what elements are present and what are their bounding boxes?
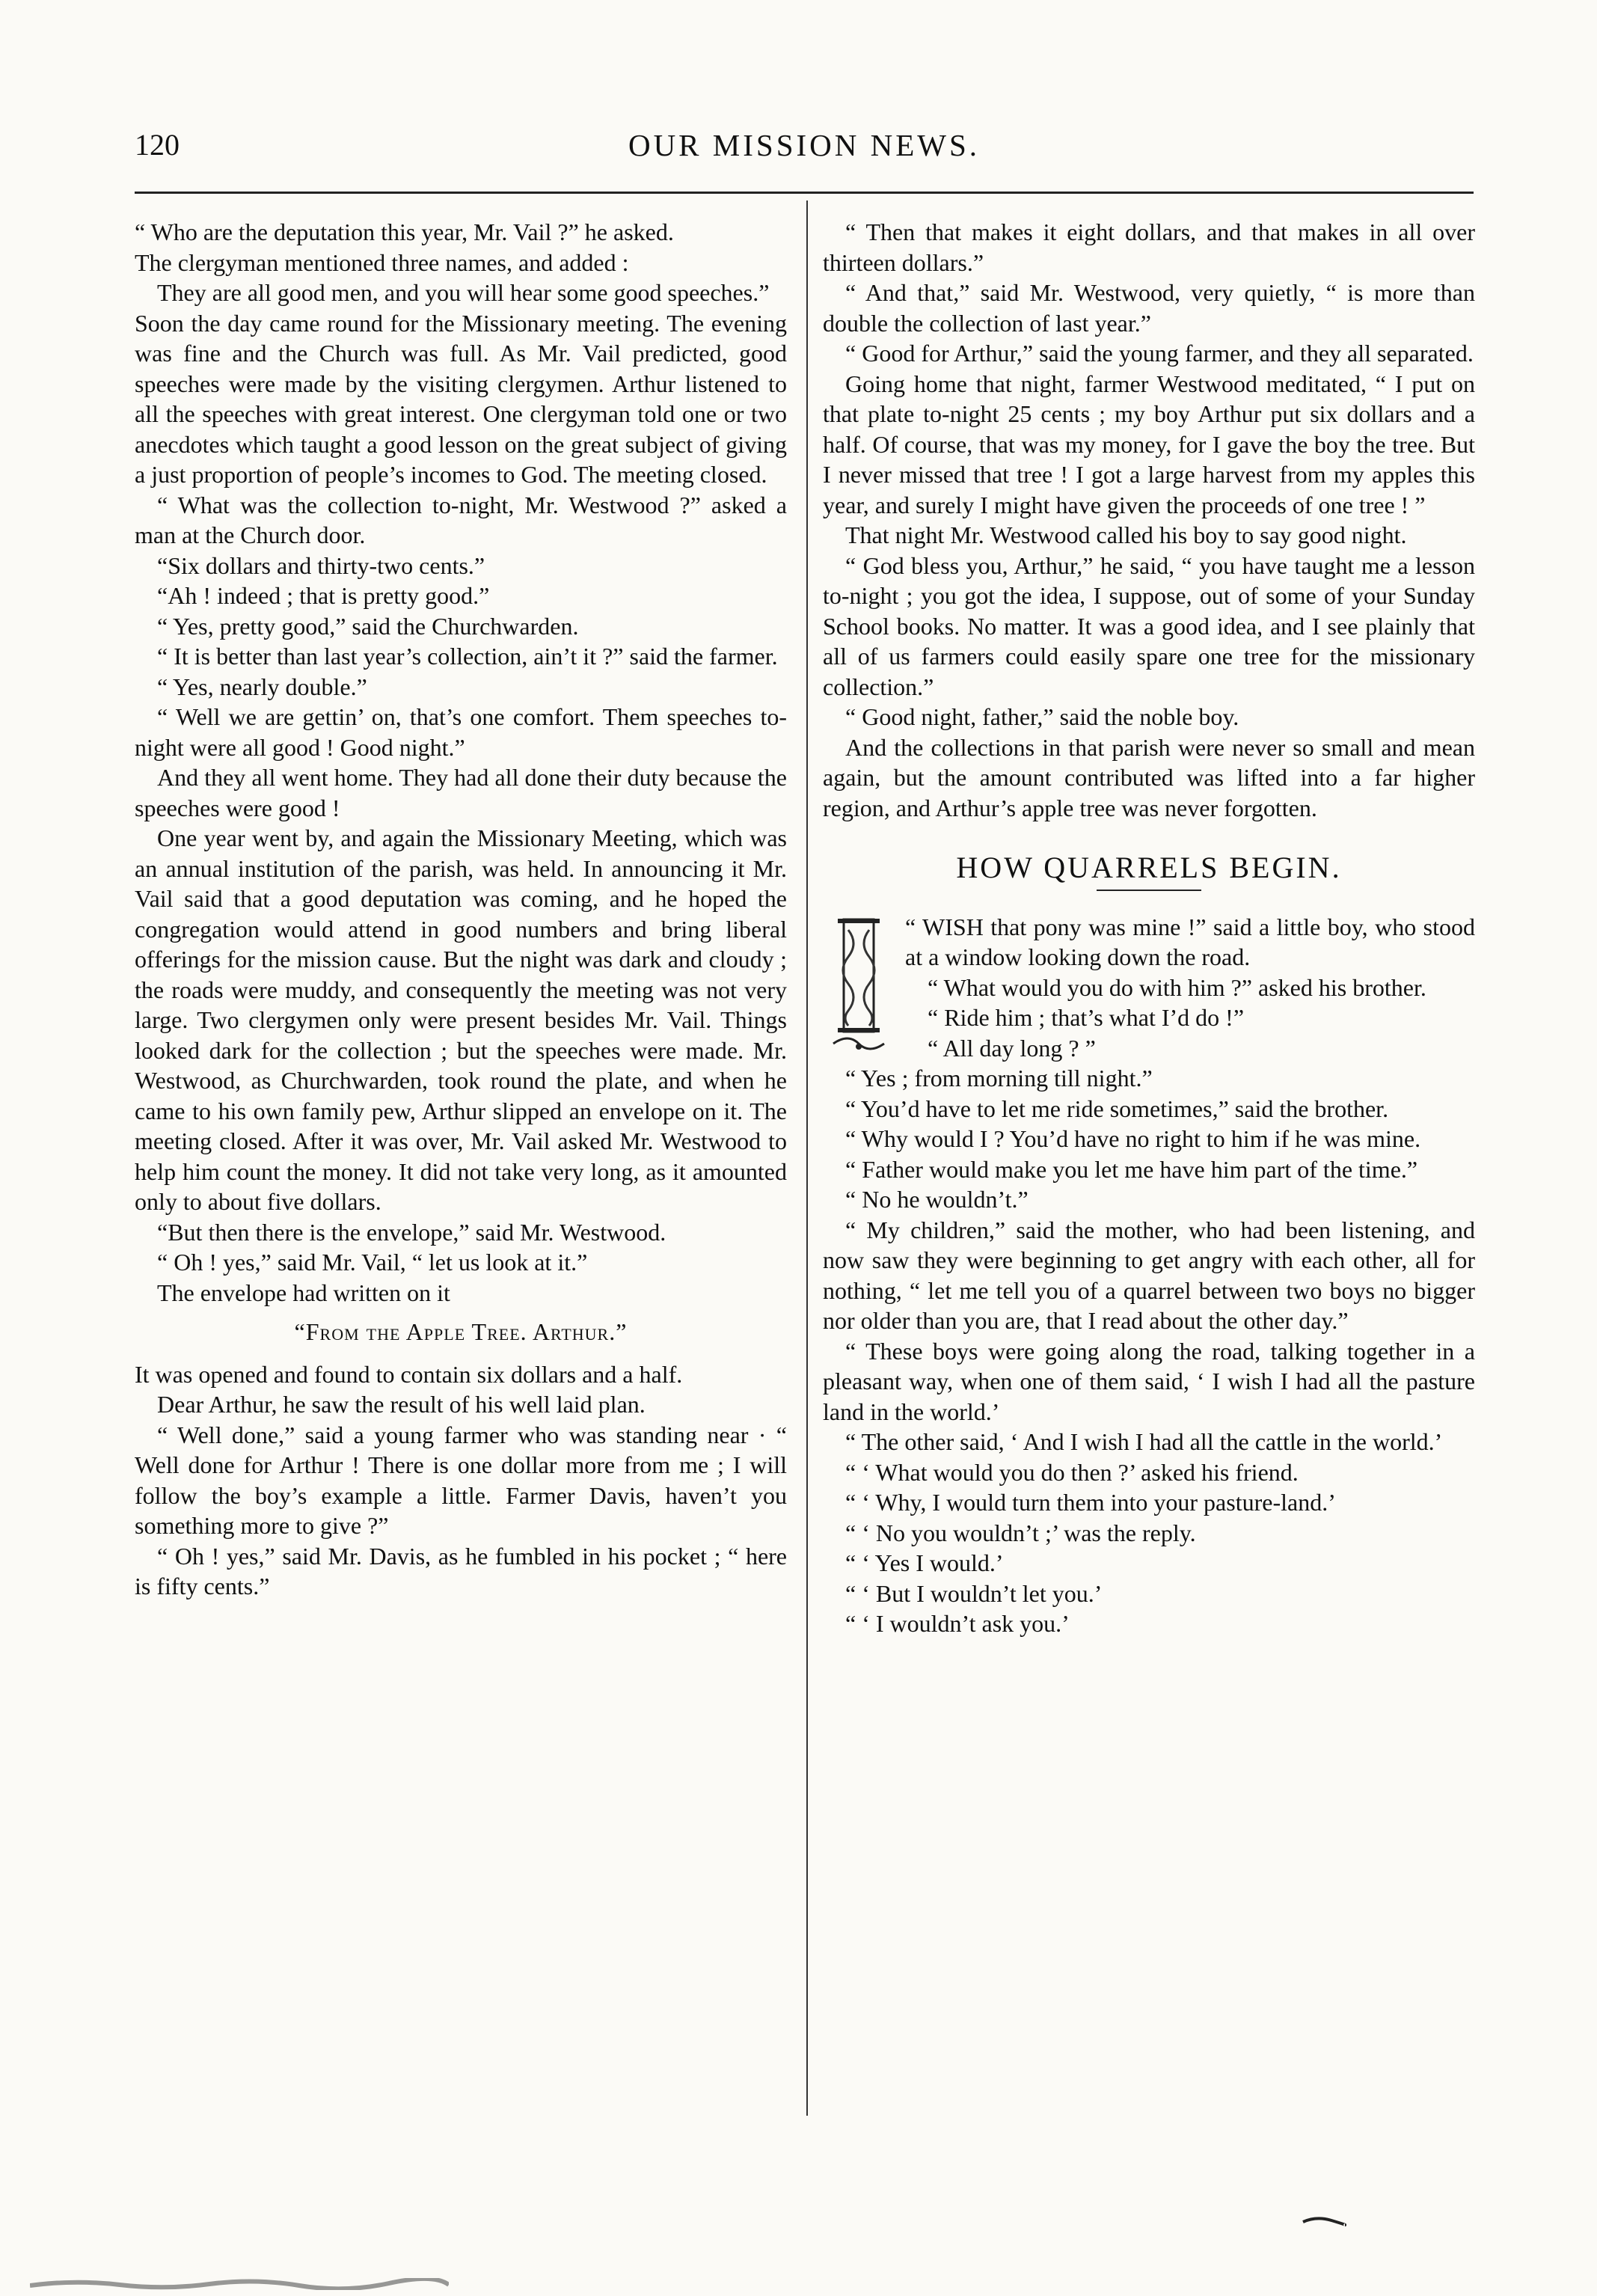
paragraph: “ These boys were going along the road, talking together in a pleasant way, when one of them said, ‘ I wish I had all the pasture land in the world.’ xyxy=(823,1337,1475,1425)
paragraph: “Six dollars and thirty-two cents.” xyxy=(157,551,485,579)
paragraph: “ Well done,” said a young farmer who was standing near · “ Well done for Arthur ! There is one dollar more from me ; I will follow the boy’s example a little. Farmer Davis, haven’t you something more to give ?” xyxy=(135,1421,787,1539)
paragraph: “ Oh ! yes,” said Mr. Vail, “ let us look at it.” xyxy=(157,1249,588,1276)
paragraph: They are all good men, and you will hear some good speeches.” xyxy=(157,279,770,306)
paragraph: “ And that,” said Mr. Westwood, very quietly, “ is more than double the collection of last year.” xyxy=(823,279,1475,337)
paragraph: “ Who are the deputation this year, Mr. Vail ?” he asked. xyxy=(135,218,674,245)
paragraph: Dear Arthur, he saw the result of his well laid plan. xyxy=(157,1391,646,1418)
page-number: 120 xyxy=(135,128,180,162)
paragraph: “ Good night, father,” said the noble boy. xyxy=(845,703,1239,730)
paragraph: “ Yes, nearly double.” xyxy=(157,673,367,700)
ornamental-dropcap-icon xyxy=(823,915,895,1057)
paragraph: “ ‘ Yes I would.’ xyxy=(845,1549,1004,1576)
story-first-paragraph: “ WISH that pony was mine !” said a little boy, who stood at a window looking down the road. xyxy=(905,913,1475,970)
paragraph: “ It is better than last year’s collection, ain’t it ?” said the farmer. xyxy=(157,643,778,670)
paragraph: “ Then that makes it eight dollars, and that makes in all over thirteen dollars.” xyxy=(823,218,1475,276)
paragraph: “ You’d have to let me ride sometimes,” said the brother. xyxy=(845,1095,1389,1122)
paragraph: “Ah ! indeed ; that is pretty good.” xyxy=(157,582,490,609)
paragraph: “ Good for Arthur,” said the young farmer, and they all separated. xyxy=(845,340,1474,367)
paragraph: “ ‘ Why, I would turn them into your pasture-land.’ xyxy=(845,1489,1336,1516)
paragraph: “ The other said, ‘ And I wish I had all the cattle in the world.’ xyxy=(845,1428,1443,1455)
page-header xyxy=(135,127,1474,172)
paragraph: “But then there is the envelope,” said Mr. Westwood. xyxy=(157,1218,666,1246)
paragraph: “ Ride him ; that’s what I’d do !” xyxy=(928,1004,1245,1031)
paragraph: And the collections in that parish were never so small and mean again, but the amount contributed was lifted into a far higher region, and Arthur’s apple tree was never forgotten. xyxy=(823,733,1475,821)
paragraph: “ All day long ? ” xyxy=(928,1034,1096,1062)
paragraph: “ ‘ I wouldn’t ask you.’ xyxy=(845,1610,1070,1637)
paragraph: “ Yes, pretty good,” said the Churchwarden. xyxy=(157,612,579,640)
paragraph: “ ‘ But I wouldn’t let you.’ xyxy=(845,1579,1103,1607)
paragraph: “ Why would I ? You’d have no right to him if he was mine. xyxy=(845,1125,1421,1152)
paragraph: “ God bless you, Arthur,” he said, “ you have taught me a lesson to-night ; you got the idea, I suppose, out of some of your Sunday School books. No matter. It was a good idea, and I see plainly that all of us farmers could easily spare one tree for the missionary collection.” xyxy=(823,551,1475,700)
column-divider xyxy=(806,200,808,2116)
paragraph: “ Well we are gettin’ on, that’s one comfort. Them speeches to-night were all good ! Good night.” xyxy=(135,703,787,761)
paragraph: One year went by, and again the Missionary Meeting, which was an annual institution of the parish, was held. In announcing it Mr. Vail said that a good deputation was coming, and he hoped the congregation would attend in good numbers and bring liberal offerings for the mission cause. But the night was dark and cloudy ; the roads were muddy, and consequently the meeting was not very large. Two clergymen only were present besides Mr. Vail. Things looked dark for the collection ; but the speeches were made. Mr. Westwood, as Churchwarden, took round the plate, and when he came to his own family pew, Arthur slipped an envelope on it. The meeting closed. After it was over, Mr. Vail asked Mr. Westwood to help him count the money. It did not take very long, as it amounted only to about five dollars. xyxy=(135,824,787,1215)
paragraph: “ What would you do with him ?” asked his brother. xyxy=(928,973,1426,1001)
header-rule xyxy=(135,192,1474,194)
paragraph: “ Father would make you let me have him part of the time.” xyxy=(845,1155,1418,1183)
paragraph: It was opened and found to contain six dollars and a half. xyxy=(135,1360,683,1388)
right-column xyxy=(823,217,1475,1639)
paragraph: And they all went home. They had all done their duty because the speeches were good ! xyxy=(135,764,787,821)
paragraph: “ My children,” said the mother, who had been listening, and now saw they were beginning to get angry with each other, all for nothing, “ let me tell you of a quarrel between two boys no bigger nor older than you are, that I read about the other day.” xyxy=(823,1216,1475,1334)
paragraph: “ What was the collection to-night, Mr. Westwood ?” asked a man at the Church door. xyxy=(135,491,787,548)
section-title: HOW QUARRELS BEGIN. xyxy=(956,851,1342,884)
paragraph: Going home that night, farmer Westwood meditated, “ I put on that plate to-night 25 cents ; my boy Arthur put six dollars and a half. Of course, that was my money, for I gave the boy the tree. But I never missed that tree ! I got a large harvest from my apples this year, and surely I might have given the proceeds of one tree ! ” xyxy=(823,370,1475,518)
paragraph: That night Mr. Westwood called his boy to say good night. xyxy=(845,521,1407,548)
paragraph: “ ‘ What would you do then ?’ asked his friend. xyxy=(845,1458,1299,1486)
paragraph: “ Oh ! yes,” said Mr. Davis, as he fumbled in his pocket ; “ here is fifty cents.” xyxy=(135,1542,787,1599)
ink-mark-icon xyxy=(1302,2214,1346,2229)
paragraph: “ No he wouldn’t.” xyxy=(845,1186,1029,1213)
title-rule xyxy=(1097,890,1201,891)
paragraph: The clergyman mentioned three names, and added : xyxy=(135,248,629,276)
story-opening xyxy=(823,912,1475,973)
paragraph: Soon the day came round for the Missionary meeting. The evening was fine and the Church was full. As Mr. Vail predicted, good speeches were made by the visiting clergymen. Arthur listened to all the speeches with great interest. One clergyman told one or two anecdotes which taught a good lesson on the great subject of giving a just proportion of people’s incomes to God. The meeting closed. xyxy=(135,309,787,488)
left-column xyxy=(135,217,787,1602)
envelope-inscription: “From the Apple Tree. Arthur.” xyxy=(294,1318,628,1345)
paragraph: “ ‘ No you wouldn’t ;’ was the reply. xyxy=(845,1519,1196,1546)
scan-smudge-icon xyxy=(30,2278,449,2290)
running-title: OUR MISSION NEWS. xyxy=(628,128,981,162)
paragraph: The envelope had written on it xyxy=(157,1279,450,1306)
paragraph: “ Yes ; from morning till night.” xyxy=(845,1065,1153,1092)
